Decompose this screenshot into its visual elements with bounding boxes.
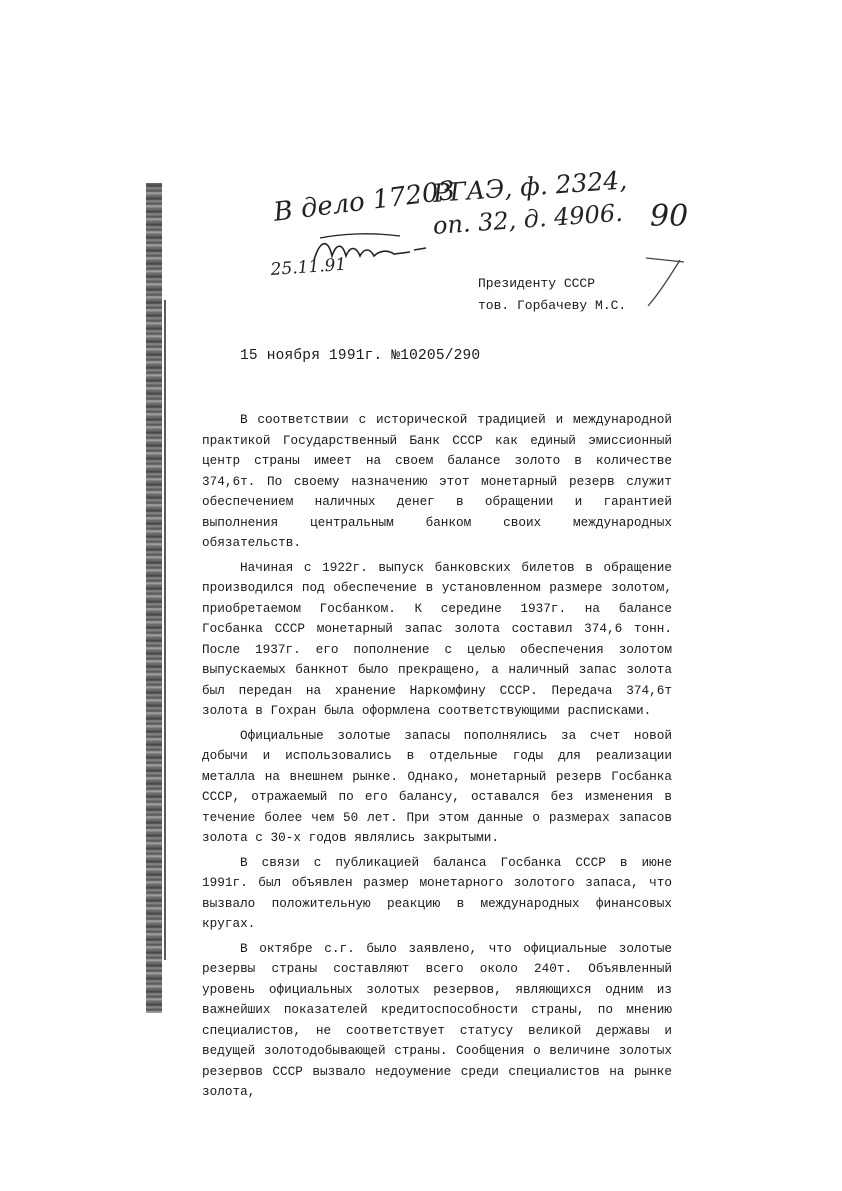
binding-shadow-line — [164, 300, 166, 960]
margin-check-mark — [640, 250, 690, 310]
paragraph: Начиная с 1922г. выпуск банковских билетов в обращение производился под обеспечение в установленном размере золотом, приобретаемом Госбанком. К середине 1937г. на балансе Госбанка СССР монетарный запас золота составил 374,6 тонн. После 1937г. его пополнение с целью обеспечения золотом выпускаемых банкнот было прекращено, а наличный запас золота был передан на хранение Наркомфину СССР. Передача 374,6т золота в Гохран была оформлена соответствующими расписками. — [202, 559, 672, 718]
handwritten-date: 25.11.91 — [270, 254, 347, 280]
letter-date-number: 15 ноября 1991г. №10205/290 — [240, 348, 481, 364]
paragraph: В октябре с.г. было заявлено, что официальные золотые резервы страны составляют всего около 240т. Объявленный уровень официальных золотых резервов, являющихся одним из важнейших показателей кредитоспособности страны, по мнению специалистов, не соответствует статусу великой державы и ведущей золотодобывающей страны. Сообщения о величине золотых резервов СССР вызвало недоумение среди специалистов на рынке золота, — [202, 940, 672, 1099]
signature-scribble — [310, 230, 430, 270]
paragraph: В связи с публикацией баланса Госбанка СССР в июне 1991г. был объявлен размер монетарного золотого запаса, что вызвало положительную реакцию в международных финансовых кругах. — [202, 854, 672, 931]
handwritten-file-note: В дело 17203 — [272, 175, 457, 228]
paragraph: В соответствии с исторической традицией и международной практикой Государственный Банк СССР как единый эмиссионный центр страны имеет на своем балансе золото в количестве 374,6т. По своему назначению этот монетарный резерв служит обеспечением наличных денег в обращении и гарантией выполнения центральным банком своих международных обязательств. — [202, 412, 672, 550]
addressee-block — [478, 273, 626, 317]
addressee-title: Президенту СССР — [478, 276, 596, 291]
handwritten-archive-ref-line1: РГАЭ, ф. 2324, — [432, 165, 628, 208]
letter-body — [202, 410, 672, 1107]
handwritten-sheet-number: 90 — [650, 199, 689, 234]
handwritten-archive-ref-line2: оп. 32, д. 4906. — [432, 198, 624, 240]
addressee-name: тов. Горбачеву М.С. — [478, 298, 627, 313]
paragraph: Официальные золотые запасы пополнялись за счет новой добычи и использовались в отдельные годы для реализации металла на внешнем рынке. Однако, монетарный резерв Госбанка СССР, отражаемый по его балансу, оставался без изменения в течение более чем 50 лет. При этом данные о размерах запасов золота с 30-х годов являлись закрытыми. — [202, 727, 672, 845]
binding-edge — [146, 183, 162, 1013]
